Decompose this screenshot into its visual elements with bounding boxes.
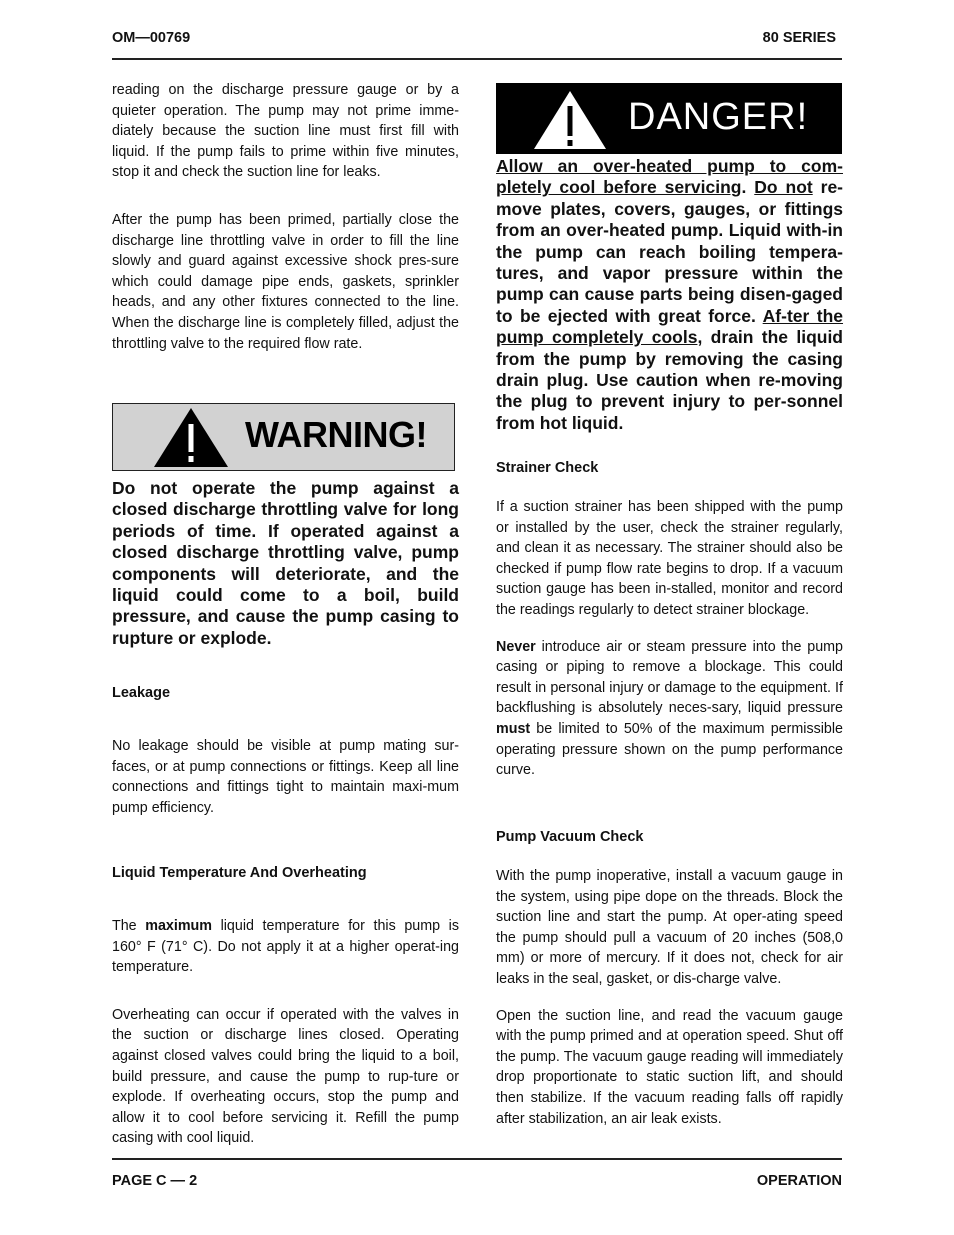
vacuum-heading: Pump Vacuum Check (496, 829, 644, 845)
vacuum-text-2: Open the suction line, and read the vacuum gauge with the pump primed and at operation speed. Shut off the pump. The vacuum gauge reading will immediately drop proportionate to static suction lift, and should then stabilize. If the vacuum reading falls off rapidly after stabilization, an air leak exists. (496, 1007, 843, 1127)
danger-text: Allow an over-heated pump to com-pletely cool before servicing. Do not re-move plates, covers, gauges, or fittings from an over-heated pump. Liquid with-in the pump can reach boiling tempera-tures, and vapor pressure within the pump can cause parts being disen-gaged to be ejected with great force. Af-ter the pump completely cools, drain the liquid from the pump by removing the casing drain plug. Use caution when re-moving the plug to prevent injury to per-sonnel from hot liquid. (496, 156, 844, 433)
danger-triangle-icon (532, 88, 612, 152)
temperature-text: The maximum liquid temperature for this pump is 160° F (71° C). Do not apply it at a higher operat-ing temperature. (112, 918, 459, 976)
leakage-heading: Leakage (112, 685, 171, 701)
warning-triangle-icon (151, 404, 241, 470)
warning-label: WARNING! (245, 414, 427, 455)
header-rule (112, 58, 842, 60)
never-text: Never introduce air or steam pressure into the pump casing or piping to remove a blockage. This could result in personal injury or damage to the equipment. If backflushing is absolutely neces-sary, liquid pressure must be limited to 50% of the maximum permissible operating pressure shown on the pump performance curve. (496, 638, 843, 779)
temperature-heading: Liquid Temperature And Overheating (112, 865, 367, 881)
danger-label: DANGER! (628, 96, 809, 138)
throttling-paragraph: After the pump has been primed, partially close the discharge line throttling valve in order to fill the line slowly and guard against excessive shock pres-sure which could damage pipe ends, gaskets, sprinkler heads, and any other fixtures connected to the line. When the discharge line is completely filled, adjust the throttling valve to the required flow rate. (112, 211, 459, 352)
page-number: PAGE C — 2 (112, 1173, 198, 1189)
warning-message (112, 478, 459, 649)
vacuum-section (496, 829, 843, 1129)
leakage-section (112, 685, 459, 818)
danger-banner (496, 83, 842, 154)
danger-message (496, 156, 843, 434)
strainer-section (496, 460, 843, 781)
left-column (112, 80, 459, 354)
strainer-heading: Strainer Check (496, 460, 599, 476)
vacuum-text-1: With the pump inoperative, install a vacuum gauge in the system, using pipe dope on the threads. Block the suction line and start the pump. At oper-ating speed the pump should pull a vacuum of 20 inches (508,0 mm) or more of mercury. If it does not, check for air leaks in the seal, gasket, or dis-charge valve. (496, 868, 843, 987)
series-label: 80 SERIES (762, 30, 836, 46)
warning-text: Do not operate the pump against a closed discharge throttling valve for long periods of time. If operated against a closed discharge throttling valve, pump components will deteriorate, and the liquid could come to a boil, build pressure, and cause the pump casing to rupture or explode. (112, 478, 459, 648)
temperature-section (112, 865, 459, 1149)
priming-paragraph: reading on the discharge pressure gauge or by a quieter operation. The pump may not prime imme-diately because the suction line must first fill with liquid. If the pump fails to prime within five minutes, stop it and check the suction line for leaks. (112, 82, 459, 181)
warning-banner (112, 403, 455, 471)
footer-rule (112, 1158, 842, 1160)
leakage-text: No leakage should be visible at pump mating sur-faces, or at pump connections or fittings. Keep all line connections and fittings tight to maintain maxi-mum pump efficiency. (112, 738, 459, 816)
strainer-text: If a suction strainer has been shipped with the pump or installed by the user, check the strainer regularly, and clean it as necessary. The strainer should also be checked if pump flow rate begins to drop. If a vacuum suction gauge has been in-stalled, monitor and record the readings regularly to detect strainer blockage. (496, 499, 843, 618)
overheating-text: Overheating can occur if operated with the valves in the suction or discharge lines closed. Operating against closed valves could bring the liquid to a boil, build pressure, and cause the pump to rup-ture or explode. If overheating occurs, stop the pump and allow it to cool before servicing it. Refill the pump casing with cool liquid. (112, 1006, 459, 1147)
document-number: OM—00769 (112, 30, 191, 46)
section-label: OPERATION (756, 1173, 842, 1189)
